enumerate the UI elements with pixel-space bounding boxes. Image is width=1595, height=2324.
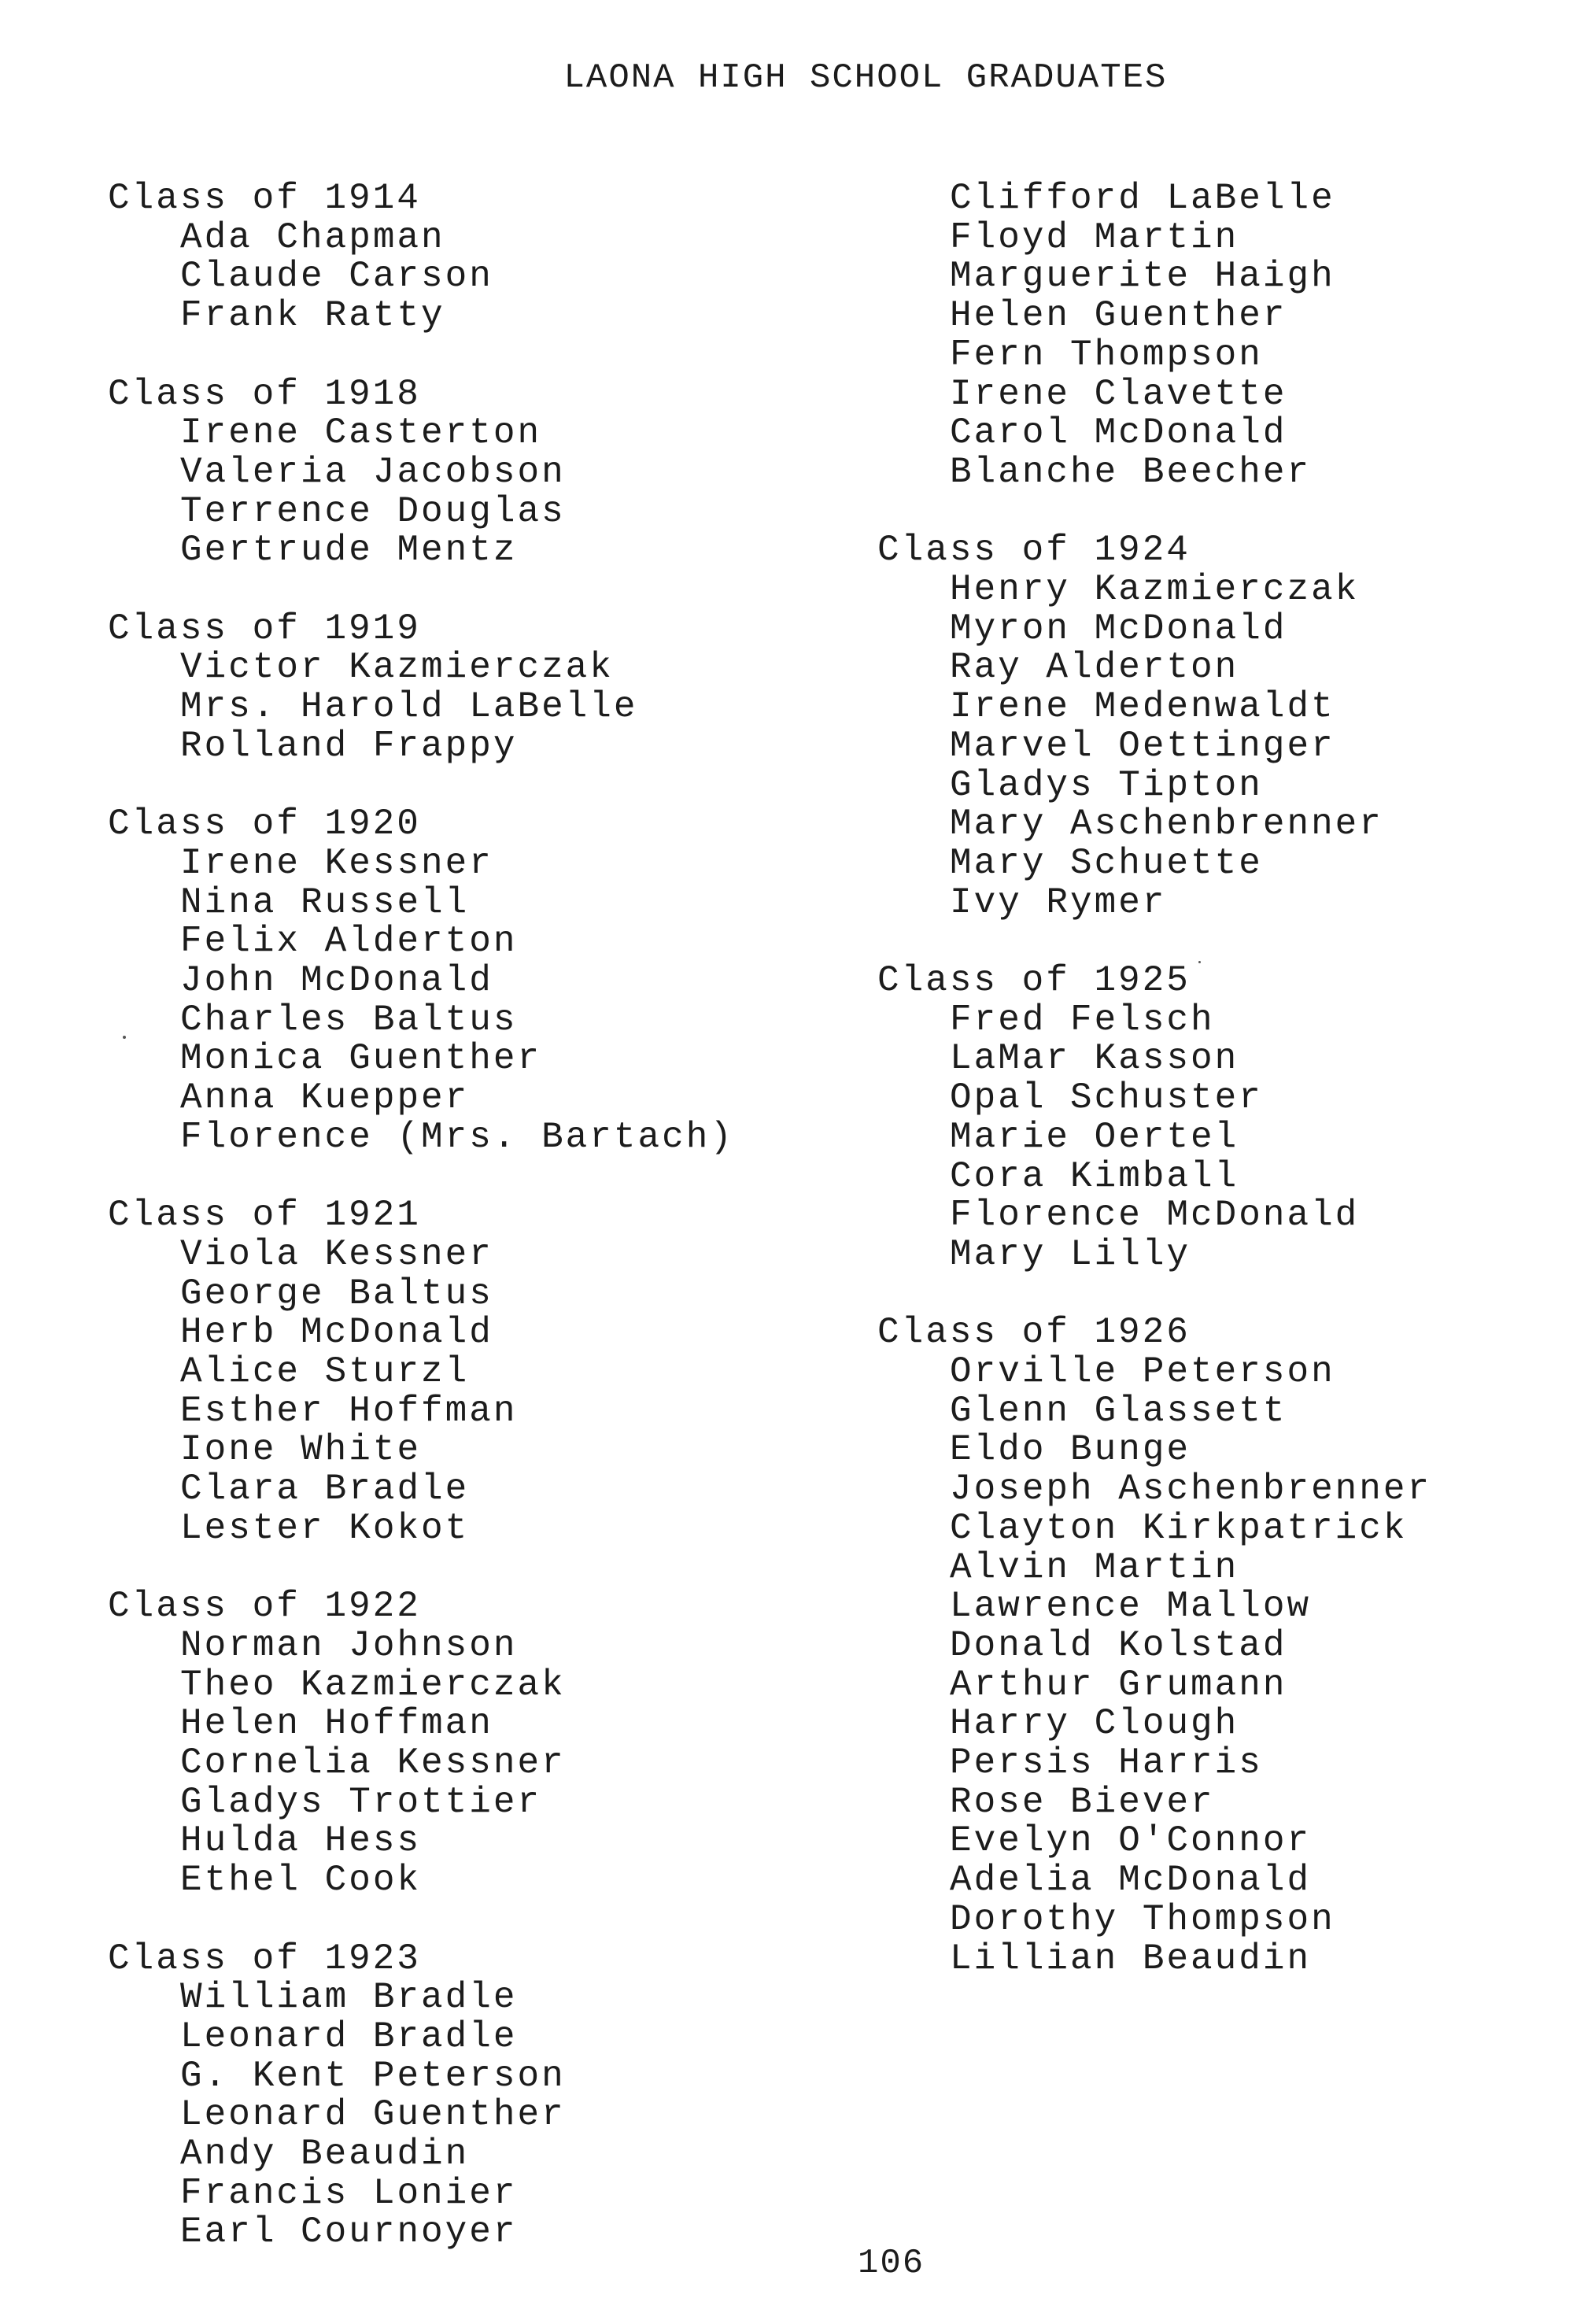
graduate-name: Irene Casterton <box>180 412 542 454</box>
graduate-list <box>877 571 1431 922</box>
graduate-name: Clara Bradle <box>180 1469 470 1510</box>
graduate-name: Mary Schuette <box>950 842 1263 884</box>
graduate-name: Hulda Hess <box>180 1820 422 1862</box>
graduate-name: Frank Ratty <box>180 295 445 337</box>
graduate-name: Ray Alderton <box>950 647 1239 689</box>
graduate-name: Evelyn O'Connor <box>950 1820 1312 1862</box>
class-heading: Class of 1918 <box>108 373 421 415</box>
graduate-name: Theo Kazmierczak <box>180 1664 566 1705</box>
graduate-name: Marvel Oettinger <box>950 725 1335 767</box>
graduate-name: Eldo Bunge <box>950 1429 1191 1471</box>
graduate-name: Cora Kimball <box>950 1155 1239 1197</box>
class-heading: Class of 1921 <box>108 1195 421 1236</box>
graduate-name: Norman Johnson <box>180 1624 518 1666</box>
graduate-name: Ione White <box>180 1429 422 1471</box>
graduate-list <box>108 648 734 766</box>
graduate-name: Fred Felsch <box>950 999 1215 1040</box>
graduate-name: Victor Kazmierczak <box>180 647 614 689</box>
graduate-name: Clayton Kirkpatrick <box>950 1507 1408 1549</box>
graduate-name: Gladys Trottier <box>180 1781 542 1823</box>
class-block <box>877 531 1431 922</box>
class-block <box>108 1587 734 1901</box>
page-title: LAONA HIGH SCHOOL GRADUATES <box>563 58 1168 98</box>
graduate-name: Anna Kuepper <box>180 1077 470 1119</box>
scan-speck <box>1198 961 1201 963</box>
graduate-name: Glenn Glassett <box>950 1390 1287 1432</box>
graduate-name: Monica Guenther <box>180 1038 542 1080</box>
graduate-name: Harry Clough <box>950 1703 1239 1745</box>
class-heading: Class of 1923 <box>108 1938 421 1979</box>
scan-speck <box>123 1036 126 1039</box>
graduate-name: Florence (Mrs. Bartach) <box>180 1116 734 1158</box>
graduate-name: Francis Lonier <box>180 2172 518 2214</box>
graduate-name: Irene Clavette <box>950 373 1287 415</box>
graduate-name: Donald Kolstad <box>950 1624 1287 1666</box>
graduate-name: Terrence Douglas <box>180 490 566 532</box>
graduate-name: Blanche Beecher <box>950 451 1312 493</box>
graduate-list <box>108 1233 734 1549</box>
graduate-name: Mrs. Harold LaBelle <box>180 686 638 728</box>
class-heading: Class of 1924 <box>877 530 1191 571</box>
graduate-list <box>108 1979 734 2252</box>
graduate-name: Floyd Martin <box>950 216 1239 258</box>
graduate-name: Ada Chapman <box>180 216 445 258</box>
graduate-name: Valeria Jacobson <box>180 451 566 493</box>
graduate-name: Myron McDonald <box>950 608 1287 649</box>
graduate-name: G. Kent Peterson <box>180 2055 566 2097</box>
graduate-name: Esther Hoffman <box>180 1390 518 1432</box>
graduate-name: Andy Beaudin <box>180 2134 470 2175</box>
class-block <box>950 179 1431 493</box>
right-column <box>877 179 1431 2018</box>
graduate-name: Leonard Bradle <box>180 2015 518 2057</box>
graduate-list <box>108 414 734 571</box>
graduate-name: Cornelia Kessner <box>180 1742 566 1784</box>
graduate-name: William Bradle <box>180 1977 518 2019</box>
graduate-name: Marie Oertel <box>950 1116 1239 1158</box>
graduate-name: Alice Sturzl <box>180 1351 470 1393</box>
class-block <box>108 1196 734 1548</box>
class-heading: Class of 1919 <box>108 608 421 649</box>
graduate-list <box>108 216 734 337</box>
graduate-name: John McDonald <box>180 960 493 1002</box>
graduate-name: Henry Kazmierczak <box>950 569 1360 611</box>
graduate-name: Ethel Cook <box>180 1860 422 1901</box>
class-block <box>108 1940 734 2253</box>
class-heading: Class of 1926 <box>877 1312 1191 1354</box>
graduate-name: Persis Harris <box>950 1742 1263 1784</box>
graduate-name: LaMar Kasson <box>950 1038 1239 1080</box>
graduate-name: Irene Kessner <box>180 842 493 884</box>
graduate-list <box>877 1353 1431 1979</box>
graduate-name: Orville Peterson <box>950 1351 1335 1393</box>
graduate-name: Fern Thompson <box>950 334 1263 375</box>
graduate-name: Lester Kokot <box>180 1507 470 1549</box>
graduate-name: Rose Biever <box>950 1781 1215 1823</box>
graduate-name: Joseph Aschenbrenner <box>950 1469 1432 1510</box>
class-block <box>108 375 734 571</box>
class-block <box>108 179 734 336</box>
graduate-name: Nina Russell <box>180 881 470 923</box>
graduate-name: Leonard Guenther <box>180 2094 566 2136</box>
graduate-name: Arthur Grumann <box>950 1664 1287 1705</box>
graduate-name: Herb McDonald <box>180 1312 493 1354</box>
graduate-name: Lillian Beaudin <box>950 1938 1312 1979</box>
graduate-name: Opal Schuster <box>950 1077 1263 1119</box>
graduate-name: Carol McDonald <box>950 412 1287 454</box>
graduate-name: Gladys Tipton <box>950 764 1263 806</box>
graduate-name: Adelia McDonald <box>950 1860 1312 1901</box>
graduate-list <box>950 179 1431 493</box>
graduate-name: Clifford LaBelle <box>950 178 1335 219</box>
graduate-list <box>877 1001 1431 1275</box>
graduate-name: Helen Hoffman <box>180 1703 493 1745</box>
graduate-name: Dorothy Thompson <box>950 1898 1335 1940</box>
graduate-name: Claude Carson <box>180 256 493 297</box>
graduate-name: Florence McDonald <box>950 1195 1360 1236</box>
graduate-name: Irene Medenwaldt <box>950 686 1335 728</box>
class-heading: Class of 1922 <box>108 1586 421 1628</box>
graduate-name: Gertrude Mentz <box>180 530 518 571</box>
graduate-name: Marguerite Haigh <box>950 256 1335 297</box>
graduate-list <box>108 1624 734 1901</box>
class-heading: Class of 1925 <box>877 960 1191 1002</box>
graduate-name: Mary Aschenbrenner <box>950 804 1383 845</box>
graduate-name: Mary Lilly <box>950 1233 1191 1275</box>
graduate-name: Rolland Frappy <box>180 725 518 767</box>
class-heading: Class of 1920 <box>108 804 421 845</box>
page-number: 106 <box>858 2244 925 2283</box>
graduate-name: Earl Cournoyer <box>180 2211 518 2253</box>
graduate-name: Ivy Rymer <box>950 881 1167 923</box>
class-block <box>877 962 1431 1275</box>
graduate-name: Alvin Martin <box>950 1546 1239 1588</box>
graduate-name: George Baltus <box>180 1273 493 1314</box>
graduate-name: Charles Baltus <box>180 999 518 1040</box>
graduate-list <box>108 844 734 1158</box>
class-heading: Class of 1914 <box>108 178 421 219</box>
graduate-name: Felix Alderton <box>180 921 518 962</box>
class-block <box>877 1313 1431 1979</box>
class-block <box>108 610 734 767</box>
class-block <box>108 805 734 1157</box>
left-column <box>108 179 734 2292</box>
graduate-name: Viola Kessner <box>180 1233 493 1275</box>
graduate-name: Helen Guenther <box>950 295 1287 337</box>
graduate-name: Lawrence Mallow <box>950 1586 1312 1628</box>
